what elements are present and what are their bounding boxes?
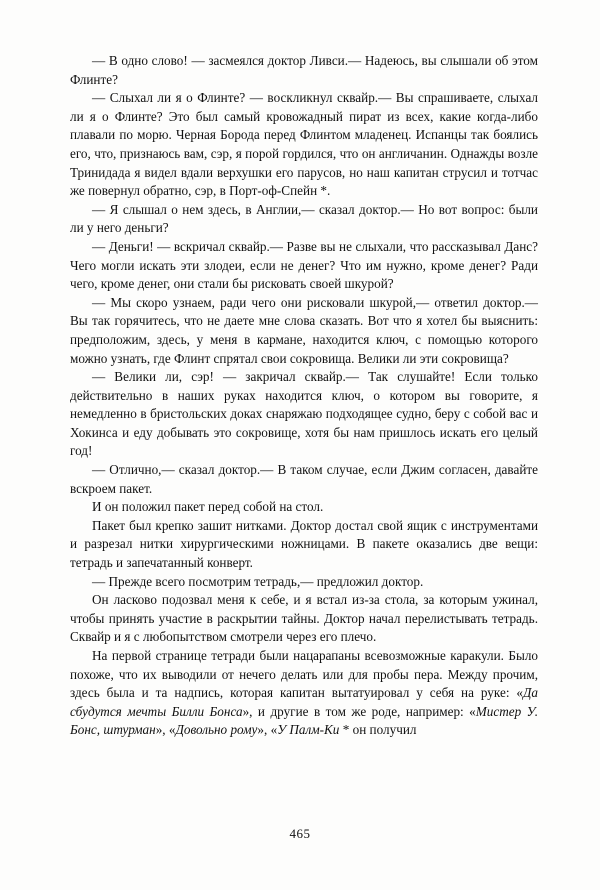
italic-run: Да сбудутся мечты Билли Бонса <box>70 685 538 719</box>
text-run: — Я слышал о нем здесь, в Англии,— сказал доктор.— Но вот вопрос: были ли у него деньги? <box>70 201 538 236</box>
text-run: — Слыхал ли я о Флинте? — воскликнул сквайр.— Вы спрашиваете, слыхал ли я о Флинте? Это был самый кровожадный пират из всех, какие когда-либо плавали по морю. Черная Борода перед Флинтом младенец. Испанцы так боялись его, что, признаюсь вам, сэр, я порой гордился, что он англичанин. Однажды возле Тринидада я видел вдали верхушки его парусов, но наш капитан струсил и тотчас же повернул обратно, сэр, в Порт-оф-Спейн *. <box>70 90 538 199</box>
paragraph <box>70 461 538 498</box>
italic-run: У Палм-Ки <box>277 722 340 738</box>
text-run: Он ласково подозвал меня к себе, и я встал из-за стола, за которым ужинал, чтобы принять участие в раскрытии тайны. Доктор начал перелистывать тетрадь. Сквайр и я с любопытством смотрели через его плечо. <box>70 592 538 645</box>
text-run: — Деньги! — вскричал сквайр.— Разве вы не слыхали, что рассказывал Данс? Чего могли искать эти злодеи, если не денег? Что им нужно, кроме денег? Ради чего, кроме денег, они стали бы рисковать своей шкурой? <box>70 238 538 292</box>
page-number: 465 <box>289 826 311 841</box>
text-run: », и другие в том же роде, например: « <box>242 703 476 719</box>
paragraph <box>70 647 538 740</box>
paragraph <box>70 517 538 573</box>
italic-run: Довольно рому <box>175 722 258 738</box>
text-run: — Отлично,— сказал доктор.— В таком случае, если Джим согласен, давайте вскроем пакет. <box>70 462 538 496</box>
paragraph <box>70 368 538 461</box>
text-run: », « <box>155 722 176 738</box>
text-run: * он получил <box>339 722 417 738</box>
italic-run: Мистер У. Бонс, штурман <box>70 703 538 738</box>
paragraph <box>70 89 538 201</box>
paragraph <box>70 52 538 89</box>
text-run: — В одно слово! — засмеялся доктор Ливси.— Надеюсь, вы слышали об этом Флинте? <box>70 53 538 87</box>
paragraph <box>70 238 538 294</box>
text-run: И он положил пакет перед собой на стол. <box>92 499 324 515</box>
page-body-text <box>70 52 538 740</box>
paragraph <box>70 294 538 368</box>
text-run: — Прежде всего посмотрим тетрадь,— предложил доктор. <box>92 573 424 589</box>
text-run: — Мы скоро узнаем, ради чего они рисковали шкурой,— ответил доктор.— Вы так горячитесь, что не даете мне слова сказать. Вот что я хотел бы выяснить: предположим, здесь, у меня в кармане, находится ключ, с помощью которого можно узнать, где Флинт спрятал свои сокровища. Велики ли эти сокровища? <box>70 294 538 366</box>
paragraph <box>70 591 538 647</box>
paragraph <box>70 201 538 238</box>
text-run: — Велики ли, сэр! — закричал сквайр.— Так слушайте! Если только действительно в наших руках находится ключ, о котором вы говорите, я немедленно в бристольских доках снаряжаю подходящее судно, беру с собой вас и Хокинса и еду добывать это сокровище, хотя бы нам пришлось искать его целый год! <box>70 369 538 459</box>
paragraph <box>70 573 538 592</box>
text-run: Пакет был крепко зашит нитками. Доктор достал свой ящик с инструментами и разрезал нитки хирургическими ножницами. В пакете оказались две вещи: тетрадь и запечатанный конверт. <box>70 517 538 571</box>
text-run: », « <box>257 722 278 738</box>
text-run: На первой странице тетради были нацарапаны всевозможные каракули. Было похоже, что их выводили от нечего делать или для пробы пера. Между прочим, здесь была и та надпись, которая капитан вытатуировал у себя на руке: « <box>70 648 538 701</box>
paragraph <box>70 498 538 517</box>
